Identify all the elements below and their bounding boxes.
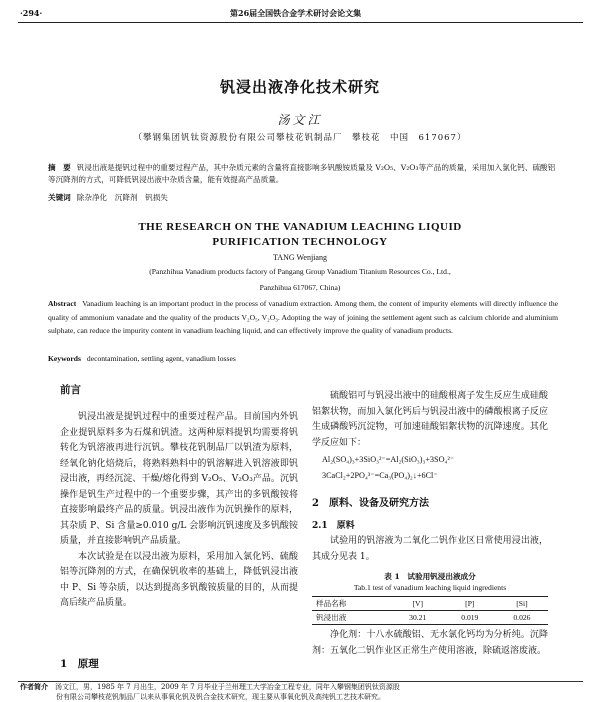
right-column-body-2 [312,534,548,565]
paragraph: 净化剂：十八水硫酸铝、无水氯化钙均为分析纯。沉降剂：五氧化二钒作业区正常生产使用溶液，除硫返溶废液。 [312,630,548,656]
author-bio-line-1 [20,682,585,692]
paper-title-en-line1: THE RESEARCH ON THE VANADIUM LEACHING LIQUID [138,221,462,233]
keywords-cn-text: 除杂净化 沉降剂 钒损失 [76,193,168,202]
table-1 [312,596,548,625]
keywords-cn [48,192,558,204]
paper-title-en-line2: PURIFICATION TECHNOLOGY [212,236,388,248]
author-bio [20,682,585,702]
section-preface-heading: 前言 [60,384,81,396]
abstract-en-label: Abstract [48,299,77,308]
author-bio-text: 汤文江，男，1985 年 7 月出生，2009 年 7 月毕业于兰州理工大学冶金工程专业，同年入攀钢集团钒钛资源股 [55,683,400,691]
author-en: TANG Wenjiang [273,253,327,262]
paragraph: 硫酸铝可与钒浸出液中的硅酸根离子发生反应生成硅酸铝絮状物，而加入氯化钙后与钒浸出液中的磷酸根离子反应生成磷酸钙沉淀物，可加速硅酸铝絮状物的沉降速度。其化学反应如下： [312,391,548,448]
table-caption-cn: 表 1 试验用钒浸出液成分 [384,572,476,581]
affiliation-cn: （攀钢集团钒钛资源股份有限公司攀枝花钒制品厂 攀枝花 中国 617067） [133,133,467,143]
header-rule [18,22,583,23]
section-1-heading: 1 原理 [60,658,99,670]
table-cell: 钒浸出液 [316,613,347,622]
abstract-cn-label: 摘 要 [48,163,71,172]
table-row [312,611,548,625]
equation-1: Al₂(SO₄)₃+3SiO₃²⁻=Al₂(SiO₃)₃+3SO₄²⁻ [322,455,455,464]
abstract-en-text: Vanadium leaching is an important product in the process of vanadium extraction. Among them, the content of impurity elements will directly influence the quality of ammonium vanadate and the quality of the products V₂O₅, V₂O₃. Adopting the way of joining the settlement agent such as calcium chloride and aluminium sulphate, can reduce the impurity content in vanadium leaching liquid, and can effectively improve the quality of vanadium products. [48,299,558,335]
table-cell: 0.019 [461,613,479,622]
author-bio-label: 作者简介 [20,682,48,691]
running-header: 第26届全国铁合金学术研讨会论文集 [230,8,362,18]
right-column-body [312,389,548,451]
paper-title-cn: 钒浸出液净化技术研究 [219,78,380,96]
affiliation-en-line1: (Panzhihua Vanadium products factory of Pangang Group Vanadium Titanium Resources Co., Ltd., [149,267,451,276]
table-header-cell: [Si] [516,599,528,608]
keywords-en [48,352,558,366]
keywords-en-text: decontamination, settling agent, vanadium losses [86,354,236,363]
keywords-cn-label: 关键词 [48,193,71,202]
table-header-cell: [V] [412,599,423,608]
left-column-body [60,410,298,612]
abstract-cn-text: 钒浸出液是提钒过程中的重要过程产品，其中杂质元素的含量将直接影响多钒酸铵质量及 V₂O₅、V₂O₃等产品的质量，采用加入氯化钙、硫酸铝等沉降剂的方式，可降低钒浸出液中杂质含量，能有效提高产品质量。 [48,163,556,184]
section-2-1-heading: 2.1 原料 [312,521,355,531]
table-header-cell: [P] [465,599,475,608]
table-cell: 30.21 [409,613,427,622]
page-number: ·294· [20,8,43,18]
paragraph: 试验用的钒溶液为二氧化二钒作业区日常使用浸出液，其成分见表 1。 [312,536,548,562]
equation-2: 3CaCl₂+2PO₄³⁻=Ca₃(PO₄)₂↓+6Cl⁻ [322,471,438,480]
table-caption-en: Tab.1 test of vanadium leaching liquid ingredients [353,583,507,592]
abstract-cn [48,162,558,186]
table-header-cell: 样品名称 [316,599,347,608]
right-column-body-3 [312,628,548,659]
table-cell: 0.026 [513,613,531,622]
author-cn: 汤文江 [277,113,323,127]
paragraph: 钒浸出液是提钒过程中的重要过程产品。目前国内外钒企业提钒原料多为石煤和钒渣。这两种原料提钒均需要将钒转化为钒溶液再进行沉钒。攀枝花钒制品厂以钒渣为原料，经氧化钠化焙烧后，将熟料熟料中的钒溶解进入钒溶液即钒浸出液，再经沉淀、干燥/熔化得到 V₂O₅、V₂O₃产品。沉钒操作是钒生产过程中的一个重要步骤，其产出的多钒酸铵将直接影响最终产品的质量。钒浸出液作为沉钒操作的原料，其杂质 P、Si 含量≥0.010 g/L 会影响沉钒速度及多钒酸铵质量，并直接影响钒产品质量。 [60,412,298,546]
paragraph: 本次试验是在以浸出液为原料，采用加入氯化钙、硫酸铝等沉降剂的方式，在确保钒收率的基础上，降低钒浸出液中 P、Si 等杂质，以达到提高多钒酸铵质量的目的，从而提高后续产品质量。 [60,551,298,608]
keywords-en-label: Keywords [48,354,81,363]
affiliation-en-line2: Panzhihua 617067, China) [259,283,341,292]
abstract-en [48,297,558,338]
author-bio-line-2: 份有限公司攀枝花钒制品厂以来从事氧化钒及钒合金技术研究，现主要从事氧化钒及高纯钒工艺技术研究。 [56,693,385,701]
section-2-heading: 2 原料、设备及研究方法 [312,498,429,509]
